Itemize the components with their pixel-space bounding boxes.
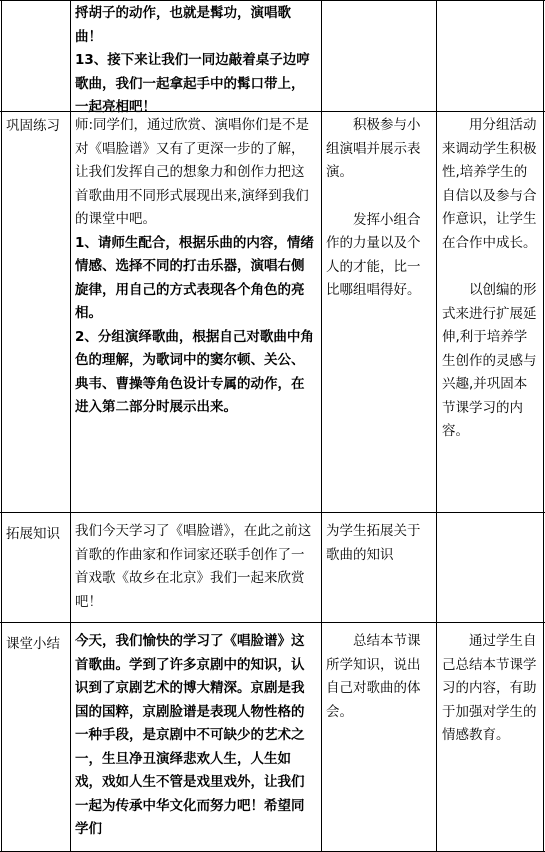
student-activity-text: 发挥小组合作的力量以及个人的才能，比一比哪组唱得好。 [326, 211, 421, 298]
row-divider [0, 512, 545, 513]
content-paragraph: 2、分组演绎歌曲，根据自己对歌曲中角色的理解，为歌词中的窦尔顿、关公、典韦、曹操等角色设计专属的动作，在进入第二部分时展示出来。 [75, 328, 314, 415]
content-cell [75, 2, 317, 120]
student-activity-text: 总结本节课所学知识，说出自己对歌曲的体会。 [326, 633, 421, 720]
content-cell [75, 520, 317, 614]
content-cell [75, 114, 317, 420]
col-divider [543, 0, 544, 852]
content-paragraph: 13、接下来让我们一同边敲着桌子边哼歌曲，我们一起拿起手中的髯口带上，一起亮相吧！ [75, 52, 310, 115]
content-cell [75, 630, 317, 842]
content-paragraph: 我们今天学习了《唱脸谱》，在此之前这首歌的作曲家和作词家还联手创作了一首戏歌《故乡在北京》我们一起来欣赏吧！ [75, 523, 312, 610]
student-activity-text: 为学生拓展关于歌曲的知识 [326, 523, 421, 563]
content-paragraph: 捋胡子的动作，也就是髯功，演唱歌曲！ [75, 5, 291, 45]
row-label: 拓展知识 [6, 526, 60, 542]
student-activity-text: 积极参与小组演唱并展示表演。 [326, 117, 421, 180]
design-intent-text: 以创编的形式来进行扩展延伸,利于培养学生创作的灵感与兴趣,并巩固本节课学习的内容。 [442, 282, 537, 439]
row-label: 巩固练习 [6, 118, 60, 134]
design-intent-text: 用分组活动来调动学生积极性,培养学生的自信以及参与合作意识，让学生在合作中成长。 [442, 117, 537, 251]
table-border-top [0, 0, 545, 1]
student-activity-cell [326, 630, 432, 724]
student-activity-cell [326, 114, 432, 303]
content-paragraph: 师:同学们，通过欣赏、演唱你们是不是对《唱脸谱》又有了更深一步的了解，让我们发挥自己的想象力和创作力把这首歌曲用不同形式展现出来,演绎到我们的课堂中吧。 [75, 117, 310, 227]
content-paragraph: 今天，我们愉快的学习了《唱脸谱》这首歌曲。学到了许多京剧中的知识，认识到了京剧艺术的博大精深。京剧是我国的国粹，京剧脸谱是表现人物性格的一种手段，是京剧中不可缺少的艺术之一，生旦净丑演绎悲欢人生，人生如戏，戏如人生不管是戏里戏外，让我们一起为传承中华文化而努力吧！希望同学们 [75, 633, 305, 837]
row-divider [0, 622, 545, 623]
design-intent-cell [442, 630, 540, 748]
design-intent-cell [442, 114, 540, 444]
col-divider [70, 0, 71, 852]
col-divider [436, 0, 437, 852]
col-divider [1, 0, 2, 852]
design-intent-text: 通过学生自己总结本节课学习的内容，有助于加强对学生的情感教育。 [442, 633, 537, 743]
row-label: 课堂小结 [6, 636, 60, 652]
col-divider [321, 0, 322, 852]
content-paragraph: 1、请师生配合，根据乐曲的内容，情绪情感、选择不同的打击乐器，演唱右侧旋律，用自己的方式表现各个角色的亮相。 [75, 234, 314, 321]
student-activity-cell [326, 520, 432, 567]
